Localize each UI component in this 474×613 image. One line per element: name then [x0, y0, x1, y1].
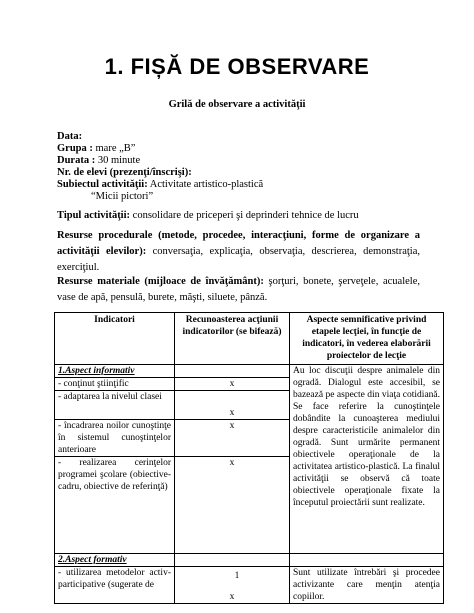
table-row — [55, 554, 444, 567]
header-recunoastere: Recunoasterea acţiunii indicatorilor (se bifează) — [175, 313, 290, 365]
observation-table — [54, 312, 444, 604]
page-number: 1 — [234, 570, 240, 580]
section-formativ: 2.Aspect formativ — [55, 554, 175, 567]
subiect-value: Activitate artistico-plastică — [147, 179, 264, 190]
document-subtitle: Grilă de observare a activităţii — [168, 99, 306, 110]
grupa-line — [57, 143, 135, 154]
resurse-procedurale-value: conversaţia, explicaţia, observaţia, descrierea, demonstraţia, exerciţiul. — [57, 246, 420, 273]
checkmark-cell: x — [175, 420, 290, 457]
header-aspecte: Aspecte semnificative privind etapele lecţiei, în funcţie de indicatori, în vederea elaborării proiectelor de lecţie — [290, 313, 444, 365]
header-indicatori: Indicatori — [55, 313, 175, 365]
table-header-row — [55, 313, 444, 365]
data-label: Data: — [57, 131, 83, 142]
subiect-line — [57, 179, 263, 190]
resurse-materiale-label: Resurse materiale (mijloace de învăţământ): — [57, 276, 264, 287]
durata-line — [57, 155, 140, 166]
tip-line — [57, 210, 359, 221]
section-informativ: 1.Aspect informativ — [55, 365, 175, 378]
table-cell — [175, 365, 290, 378]
description-informativ: Au loc discuţii despre animalele din ogradă. Dialogul este accesibil, se bazează pe aspecte din viaţa cotidiană. Se face referire la cunoştinţele dobândite la cunoaşterea mediului despre caracteristicile animalelor din ogradă. Sunt urmărite permanent obiectivele operaţionale de la activitatea artistico-plastică. La finalul activităţii se observă că toate obiectivele operaţionale fixate la începutul proiectării sunt realizate. — [290, 365, 444, 554]
tip-label: Tipul activităţii: — [57, 210, 131, 221]
table-row — [55, 365, 444, 378]
resurse-materiale — [57, 274, 420, 306]
elevi-label: Nr. de elevi (prezenţi/înscrişi): — [57, 167, 192, 178]
tip-value: consolidare de priceperi şi deprinderi tehnice de lucru — [130, 210, 359, 221]
description-formativ: Sunt utilizate întrebări şi procedee activizante care menţin atenţia copiilor. — [290, 567, 444, 604]
indicator-cell: - conţinut ştiinţific — [55, 378, 175, 391]
document-title: 1. FIȘĂ DE OBSERVARE — [104, 54, 370, 79]
subiect-label: Subiectul activităţii: — [57, 179, 148, 190]
checkmark-cell: x — [175, 391, 290, 420]
resurse-procedurale — [57, 228, 420, 276]
indicator-cell: - adaptarea la nivelul clasei — [55, 391, 175, 420]
resurse-procedurale-label: Resurse procedurale (metode, procedee, interacţiuni, forme de organizare a activităţii elevilor): — [57, 230, 420, 257]
indicator-cell: - utilizarea metodelor activ-participative (sugerate de — [55, 567, 175, 604]
subiect-title: “Micii pictori” — [91, 191, 154, 202]
indicator-cell: - încadrarea noilor cunoştinţe în sistemul cunoştinţelor anterioare — [55, 420, 175, 457]
table-cell — [290, 554, 444, 567]
durata-label: Durata : — [57, 155, 96, 166]
resurse-materiale-value: şorţuri, bonete, şerveţele, acualele, vase de apă, pensulă, burete, măşti, siluete, pânză. — [57, 276, 420, 303]
grupa-value: mare „B” — [92, 143, 136, 154]
grupa-label: Grupa : — [57, 143, 93, 154]
checkmark-cell: x — [175, 378, 290, 391]
durata-value: 30 minute — [95, 155, 141, 166]
table-cell — [175, 554, 290, 567]
checkmark-cell: x — [175, 457, 290, 554]
checkmark-cell: x — [175, 567, 290, 604]
data-line — [57, 131, 82, 142]
indicator-cell: - realizarea cerinţelor programei şcolare (obiective-cadru, obiective de referinţă) — [55, 457, 175, 554]
elevi-line — [57, 167, 192, 178]
